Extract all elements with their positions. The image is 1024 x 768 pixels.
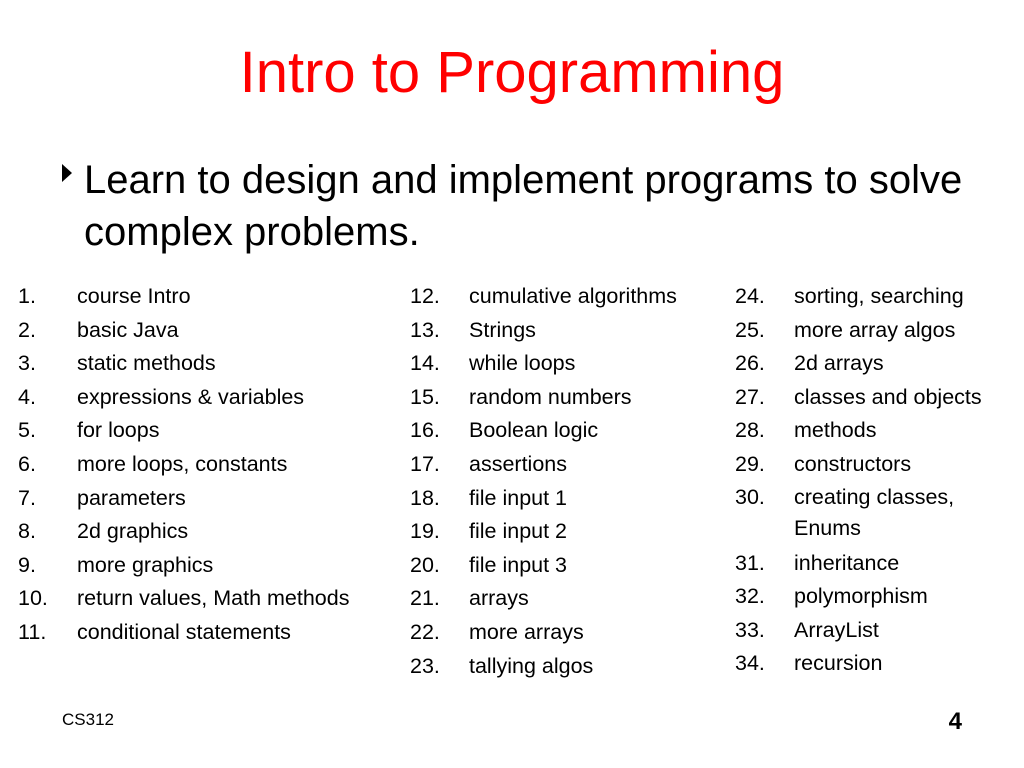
item-text: for loops	[77, 418, 160, 443]
list-item	[735, 580, 1024, 614]
item-number: 33.	[735, 617, 765, 642]
list-item	[410, 314, 730, 348]
list-item	[410, 414, 730, 448]
item-text: file input 2	[469, 519, 568, 544]
item-number: 10.	[18, 586, 48, 611]
item-text: 2d arrays	[794, 351, 884, 376]
item-number: 25.	[735, 317, 765, 342]
list-item	[735, 614, 1024, 648]
item-number: 24.	[735, 284, 765, 308]
list-item	[735, 414, 1024, 448]
item-number: 5.	[18, 418, 36, 443]
item-number: 18.	[410, 485, 440, 510]
list-item	[735, 647, 1024, 681]
list-item	[18, 515, 408, 549]
item-number: 21.	[410, 586, 440, 611]
list-item	[18, 616, 408, 650]
item-text: assertions	[469, 451, 567, 476]
item-number: 16.	[410, 418, 440, 443]
item-number: 30.	[735, 484, 765, 509]
item-text: expressions & variables	[77, 384, 305, 409]
item-number: 7.	[18, 485, 36, 510]
item-text: static methods	[77, 351, 216, 376]
list-item	[735, 482, 995, 547]
item-number: 26.	[735, 351, 765, 376]
list-item	[410, 549, 730, 583]
list-item	[410, 582, 730, 616]
list-item	[410, 616, 730, 650]
item-number: 6.	[18, 451, 36, 476]
item-text: file input 3	[469, 552, 568, 577]
item-number: 11.	[18, 619, 47, 644]
list-item	[18, 582, 408, 616]
item-text: cumulative algorithms	[469, 284, 677, 308]
page-number: 4	[948, 708, 962, 735]
footer-course-label: CS312	[62, 710, 114, 729]
item-text: Boolean logic	[469, 418, 599, 443]
item-text: file input 1	[469, 485, 568, 510]
item-number: 2.	[18, 317, 36, 342]
list-item	[18, 347, 408, 381]
item-number: 13.	[410, 317, 440, 342]
list-item	[410, 650, 730, 684]
item-text: parameters	[77, 485, 186, 510]
list-item	[410, 515, 730, 549]
list-item	[18, 482, 408, 516]
topic-list-column-3	[735, 280, 1024, 681]
item-text: more loops, constants	[77, 451, 288, 476]
list-item	[735, 448, 1024, 482]
item-number: 8.	[18, 519, 36, 544]
item-number: 23.	[410, 653, 440, 678]
item-text: sorting, searching	[794, 284, 964, 308]
item-number: 20.	[410, 552, 440, 577]
item-text: more graphics	[77, 552, 214, 577]
list-item	[18, 549, 408, 583]
main-bullet	[84, 154, 1004, 258]
list-item	[18, 314, 408, 348]
slide-title: Intro to Programming	[239, 40, 785, 105]
topic-list-column-2	[410, 280, 730, 683]
item-text: inheritance	[794, 550, 900, 575]
item-text: constructors	[794, 451, 912, 476]
item-number: 28.	[735, 418, 765, 443]
list-item	[410, 482, 730, 516]
list-item	[735, 347, 1024, 381]
item-number: 22.	[410, 619, 440, 644]
list-item	[410, 381, 730, 415]
list-item	[18, 381, 408, 415]
list-item	[410, 347, 730, 381]
list-item	[410, 448, 730, 482]
item-number: 27.	[735, 384, 765, 409]
triangle-bullet-icon	[62, 164, 72, 182]
item-text: Strings	[469, 317, 536, 342]
item-text: recursion	[794, 651, 883, 676]
item-number: 12.	[410, 284, 440, 308]
item-text: classes and objects	[794, 384, 982, 409]
item-text: 2d graphics	[77, 519, 189, 544]
item-number: 4.	[18, 384, 36, 409]
item-number: 19.	[410, 519, 440, 544]
list-item	[735, 547, 1024, 581]
list-item	[18, 280, 408, 314]
item-number: 14.	[410, 351, 440, 376]
list-item	[735, 314, 1024, 348]
main-bullet-text: Learn to design and implement programs to solve complex problems.	[84, 158, 963, 254]
item-number: 34.	[735, 651, 765, 676]
list-item	[18, 414, 408, 448]
item-text: ArrayList	[794, 617, 879, 642]
item-number: 3.	[18, 351, 36, 376]
item-text: random numbers	[469, 384, 632, 409]
item-text: return values, Math methods	[77, 586, 350, 611]
item-text: more arrays	[469, 619, 584, 644]
list-item	[735, 381, 1024, 415]
topic-list-column-1	[18, 280, 408, 650]
item-text: more array algos	[794, 317, 956, 342]
item-number: 31.	[735, 550, 765, 575]
item-number: 15.	[410, 384, 440, 409]
item-number: 17.	[410, 451, 440, 476]
list-item	[18, 448, 408, 482]
list-item	[410, 280, 730, 314]
item-number: 9.	[18, 552, 36, 577]
item-text: basic Java	[77, 317, 179, 342]
item-text: while loops	[469, 351, 576, 376]
item-text: tallying algos	[469, 653, 594, 678]
item-text: creating classes, Enums	[794, 484, 955, 540]
item-text: arrays	[469, 586, 529, 611]
item-number: 32.	[735, 584, 765, 609]
item-text: polymorphism	[794, 584, 928, 609]
list-item	[735, 280, 1024, 314]
item-number: 29.	[735, 451, 765, 476]
item-text: methods	[794, 418, 877, 443]
item-text: course Intro	[77, 284, 191, 308]
item-number: 1.	[18, 284, 36, 308]
item-text: conditional statements	[77, 619, 291, 644]
